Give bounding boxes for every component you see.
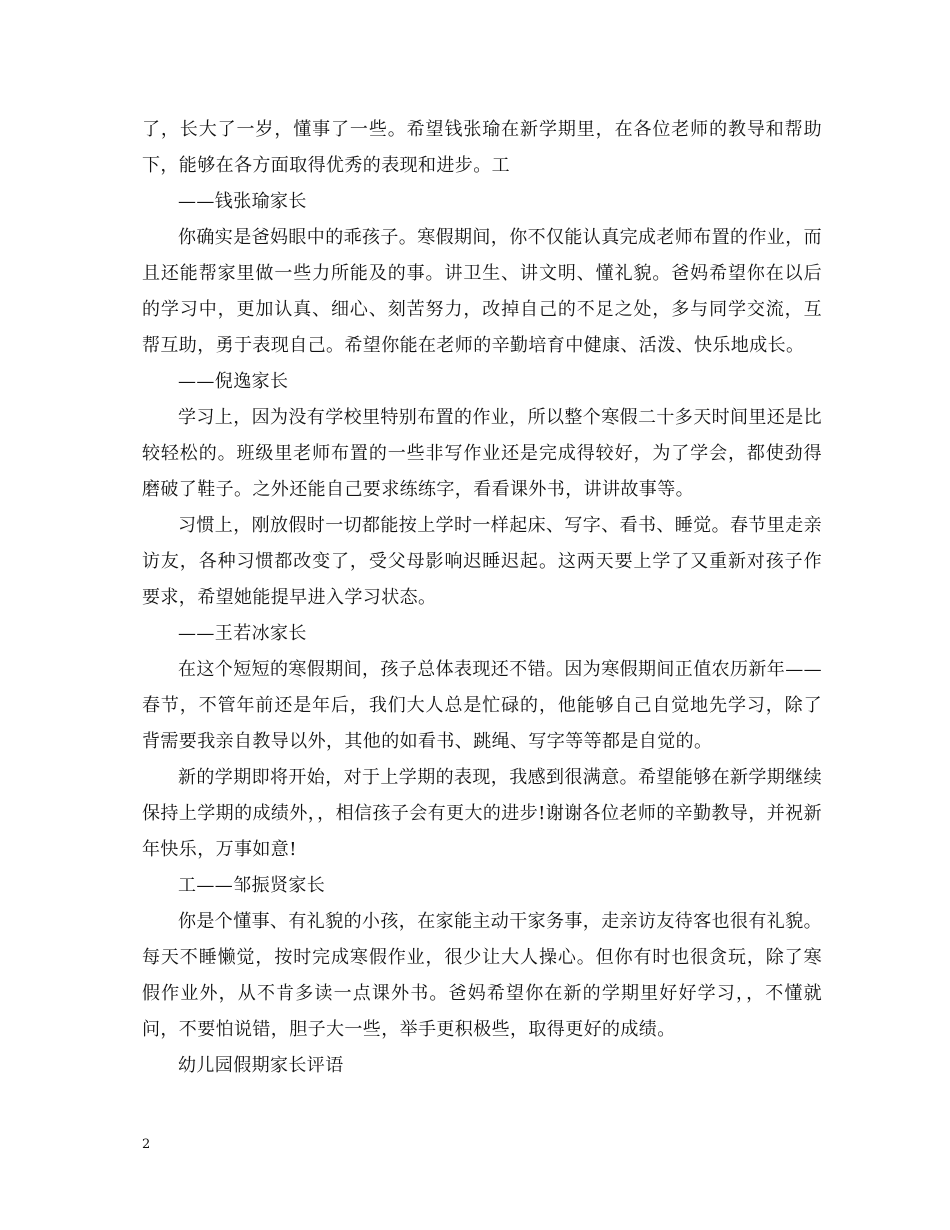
paragraph-comment-2: 你是个懂事、有礼貌的小孩，在家能主动干家务事，走亲访友待客也很有礼貌。每天不睡懒觉，按时完成寒假作业，很少让大人操心。但你有时也很贪玩，除了寒假作业外，从不肯多读一点课外书。爸妈希望你在新的学期里好好学习，，不懂就问，不要怕说错，胆子大一些，举手更积极些，取得更好的成绩。 bbox=[142, 911, 822, 1040]
paragraph-comment-1: 你确实是爸妈眼中的乖孩子。寒假期间，你不仅能认真完成老师布置的作业，而且还能帮家里做一些力所能及的事。讲卫生、讲文明、懂礼貌。爸妈希望你在以后的学习中，更加认真、细心、刻苦努力，改掉自己的不足之处，多与同学交流，互帮互助，勇于表现自己。希望你能在老师的辛勤培育中健康、活泼、快乐地成长。 bbox=[142, 227, 822, 356]
signature-ni-yi-parent: ——倪逸家长 bbox=[178, 371, 289, 392]
paragraph-study: 学习上，因为没有学校里特别布置的作业，所以整个寒假二十多天时间里还是比较轻松的。班级里老师布置的一些非写作业还是完成得较好，为了学会，都使劲得磨破了鞋子。之外还能自己要求练练字，看看课外书，讲讲故事等。 bbox=[142, 407, 822, 500]
document-body bbox=[142, 112, 822, 1084]
signature-wang-ruobing-parent: ——王若冰家长 bbox=[178, 623, 307, 644]
signature-zou-zhenxian-parent: 工——邹振贤家长 bbox=[178, 875, 326, 896]
section-heading-kindergarten: 幼儿园假期家长评语 bbox=[178, 1055, 344, 1076]
signature-qian-zhangyu-parent: ——钱张瑜家长 bbox=[178, 191, 307, 212]
paragraph-new-semester: 新的学期即将开始，对于上学期的表现，我感到很满意。希望能够在新学期继续保持上学期的成绩外，，相信孩子会有更大的进步!谢谢各位老师的辛勤教导，并祝新年快乐，万事如意! bbox=[142, 767, 822, 860]
page-number: 2 bbox=[142, 1137, 151, 1152]
paragraph-habits: 习惯上，刚放假时一切都能按上学时一样起床、写字、看书、睡觉。春节里走亲访友，各种习惯都改变了，受父母影响迟睡迟起。这两天要上学了又重新对孩子作要求，希望她能提早进入学习状态。 bbox=[142, 515, 822, 608]
paragraph-winter-break: 在这个短短的寒假期间，孩子总体表现还不错。因为寒假期间正值农历新年——春节，不管年前还是年后，我们大人总是忙碌的，他能够自己自觉地先学习，除了背需要我亲自教导以外，其他的如看书、跳绳、写字等等都是自觉的。 bbox=[142, 659, 822, 752]
paragraph-continuation: 了，长大了一岁，懂事了一些。希望钱张瑜在新学期里，在各位老师的教导和帮助下，能够在各方面取得优秀的表现和进步。工 bbox=[142, 119, 822, 176]
